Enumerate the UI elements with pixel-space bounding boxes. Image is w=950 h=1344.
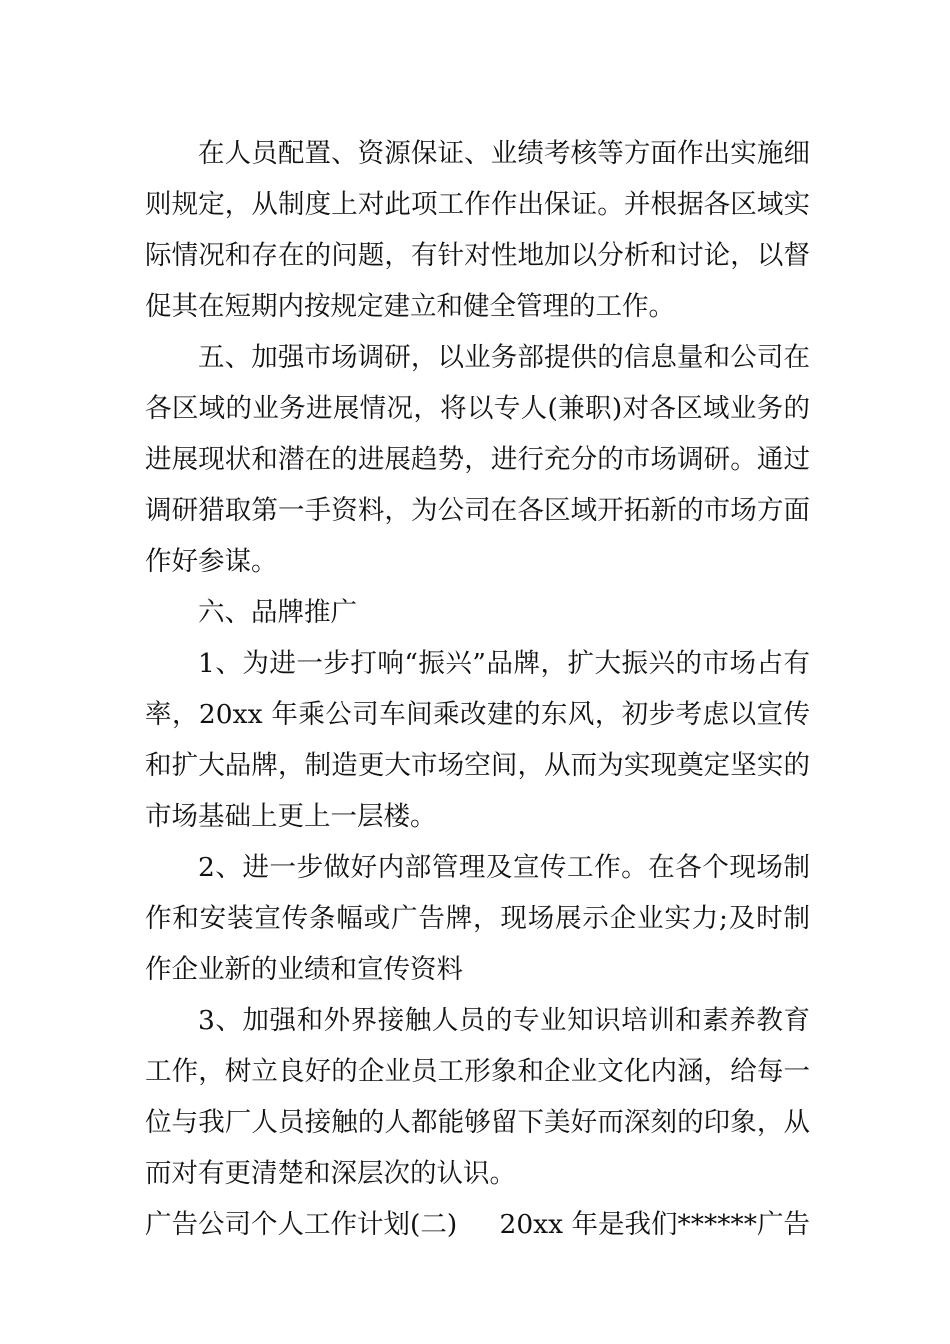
section-title: 广告公司个人工作计划(二) <box>145 1209 458 1240</box>
paragraph-implementation-rules: 在人员配置、资源保证、业绩考核等方面作出实施细则规定，从制度上对此项工作作出保证。并根据各区域实际情况和存在的问题，有针对性地加以分析和讨论，以督促其在短期内按规定建立和健全管理的工作。 <box>145 138 810 322</box>
paragraph-brand-item-2: 2、进一步做好内部管理及宣传工作。在各个现场制作和安装宣传条幅或广告牌，现场展示企业实力;及时制作企业新的业绩和宣传资料 <box>145 852 810 985</box>
paragraph-brand-item-3: 3、加强和外界接触人员的专业知识培训和素养教育工作，树立良好的企业员工形象和企业文化内涵，给每一位与我厂人员接触的人都能够留下美好而深刻的印象，从而对有更清楚和深层次的认识。 <box>145 1005 810 1189</box>
document-body <box>145 128 810 1250</box>
paragraph-market-research: 五、加强市场调研，以业务部提供的信息量和公司在各区域的业务进展情况，将以专人(兼职)对各区域业务的进展现状和潜在的进展趋势，进行充分的市场调研。通过调研猎取第一手资料，为公司在各区域开拓新的市场方面作好参谋。 <box>145 342 810 577</box>
paragraph-brand-item-1: 1、为进一步打响“振兴”品牌，扩大振兴的市场占有率，20xx 年乘公司车间乘改建的东风，初步考虑以宣传和扩大品牌，制造更大市场空间，从而为实现奠定坚实的市场基础上更上一层楼。 <box>145 648 810 832</box>
section-start-text: 20xx 年是我们******广告 <box>499 1209 810 1240</box>
section-line <box>145 1199 810 1250</box>
heading-brand-promotion: 六、品牌推广 <box>198 597 357 628</box>
